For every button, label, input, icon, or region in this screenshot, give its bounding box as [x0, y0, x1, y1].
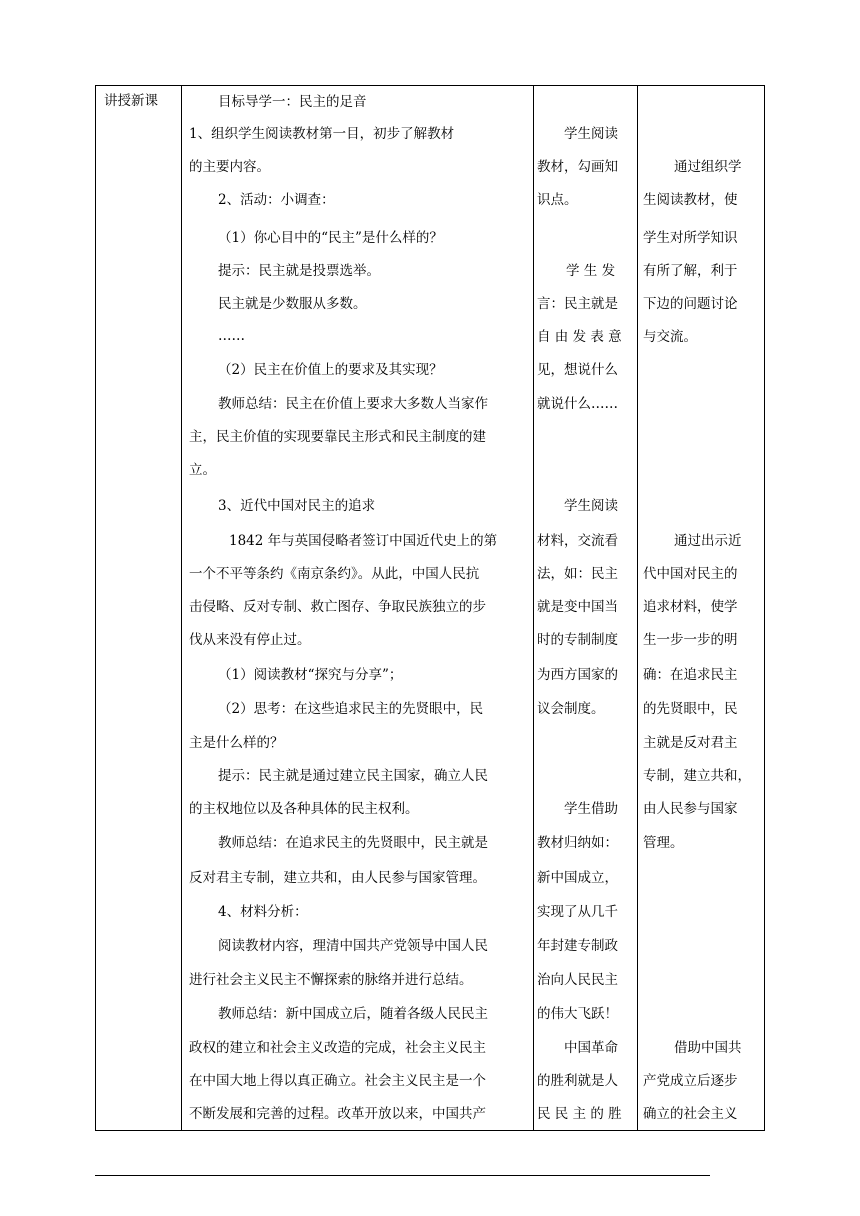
teaching-content-line: （2）民主在价值上的要求及其实现？	[218, 362, 443, 378]
student-activity-line: 学生阅读	[564, 126, 618, 142]
student-activity-line: 的伟大飞跃！	[537, 1006, 618, 1022]
footer-rule	[95, 1175, 710, 1176]
student-activity-line: 时的专制制度	[537, 632, 618, 648]
teaching-content-line: 教师总结：民主在价值上要求大多数人当家作	[218, 396, 488, 412]
teaching-content-line: 的主要内容。	[189, 159, 270, 175]
teaching-content-line: 2、活动：小调查：	[218, 192, 335, 208]
teaching-content-line: 反对君主专制，建立共和，由人民参与国家管理。	[189, 870, 486, 886]
student-activity-line: 学 生 发	[566, 263, 616, 279]
teaching-content-line: 教师总结：新中国成立后，随着各级人民民主	[218, 1006, 488, 1022]
teaching-content-line: 提示：民主就是通过建立民主国家，确立人民	[218, 768, 488, 784]
design-intent-line: 下边的问题讨论	[643, 296, 738, 312]
student-activity-line: 材料，交流看	[537, 533, 618, 549]
teaching-content-line: ……	[218, 328, 245, 344]
teaching-content-line: 的主权地位以及各种具体的民主权利。	[189, 801, 419, 817]
teaching-content-line: 目标导学一：民主的足音	[218, 94, 367, 110]
teaching-content-line: 阅读教材内容，理清中国共产党领导中国人民	[218, 938, 488, 954]
student-activity-line: 教材归纳如：	[537, 835, 618, 851]
column-divider	[637, 86, 638, 1130]
design-intent-line: 由人民参与国家	[643, 801, 738, 817]
lesson-plan-table	[95, 85, 765, 1131]
student-activity-line: 教材，勾画知	[537, 159, 618, 175]
student-activity-line: 的胜利就是人	[537, 1073, 618, 1089]
teaching-content-line: 主，民主价值的实现要靠民主形式和民主制度的建	[189, 429, 486, 445]
design-intent-line: 通过出示近	[674, 533, 742, 549]
teaching-content-line: 主是什么样的？	[189, 735, 284, 751]
teaching-content-line: （1）阅读教材“探究与分享”；	[218, 667, 403, 683]
teaching-content-line: 3、近代中国对民主的追求	[218, 498, 376, 514]
teaching-content-line: 1、组织学生阅读教材第一目，初步了解教材	[189, 126, 455, 142]
student-activity-line: 自 由 发 表 意	[537, 329, 622, 345]
teaching-content-line: （1）你心目中的“民主”是什么样的？	[218, 230, 443, 246]
teaching-content-line: （2）思考：在这些追求民主的先贤眼中，民	[218, 701, 484, 717]
teaching-content-line: 民主就是少数服从多数。	[218, 296, 367, 312]
design-intent-line: 管理。	[643, 835, 684, 851]
student-activity-line: 学生借助	[564, 801, 618, 817]
teaching-content-line: 在中国大地上得以真正确立。社会主义民主是一个	[189, 1073, 486, 1089]
teaching-content-line: 1842 年与英国侵略者签订中国近代史上的第	[229, 533, 498, 549]
teaching-content-line: 不断发展和完善的过程。改革开放以来，中国共产	[189, 1106, 486, 1122]
design-intent-line: 确立的社会主义	[643, 1106, 738, 1122]
student-activity-line: 治向人民民主	[537, 972, 618, 988]
teaching-content-line: 击侵略、反对专制、救亡图存、争取民族独立的步	[189, 599, 486, 615]
teaching-content-line: 进行社会主义民主不懈探索的脉络并进行总结。	[189, 972, 473, 988]
design-intent-line: 确：在追求民主	[643, 667, 738, 683]
student-activity-line: 法，如：民主	[537, 566, 618, 582]
student-activity-line: 实现了从几千	[537, 904, 618, 920]
column-divider	[533, 86, 534, 1130]
student-activity-line: 新中国成立，	[537, 870, 618, 886]
student-activity-line: 就说什么……	[537, 396, 618, 412]
design-intent-line: 借助中国共	[674, 1040, 742, 1056]
teaching-content-line: 一个不平等条约《南京条约》。从此，中国人民抗	[189, 566, 480, 582]
design-intent-line: 通过组织学	[674, 159, 742, 175]
design-intent-line: 追求材料，使学	[643, 599, 738, 615]
teaching-content-line: 伐从来没有停止过。	[189, 632, 311, 648]
student-activity-line: 议会制度。	[537, 701, 605, 717]
teaching-content-line: 4、材料分析：	[218, 904, 308, 920]
student-activity-line: 民 民 主 的 胜	[537, 1106, 622, 1122]
student-activity-line: 言：民主就是	[537, 296, 618, 312]
design-intent-line: 产党成立后逐步	[643, 1073, 738, 1089]
student-activity-line: 学生阅读	[564, 498, 618, 514]
design-intent-line: 学生对所学知识	[643, 230, 738, 246]
student-activity-line: 年封建专制政	[537, 938, 618, 954]
design-intent-line: 的先贤眼中，民	[643, 701, 738, 717]
design-intent-line: 生阅读教材，使	[643, 192, 738, 208]
design-intent-line: 专制，建立共和，	[643, 768, 751, 784]
student-activity-line: 识点。	[537, 192, 578, 208]
teaching-content-line: 教师总结：在追求民主的先贤眼中，民主就是	[218, 835, 488, 851]
student-activity-line: 为西方国家的	[537, 667, 618, 683]
teaching-content-line: 立。	[189, 462, 216, 478]
teaching-content-line: 政权的建立和社会主义改造的完成，社会主义民主	[189, 1040, 486, 1056]
student-activity-line: 见，想说什么	[537, 362, 618, 378]
design-intent-line: 与交流。	[643, 329, 697, 345]
design-intent-line: 有所了解，利于	[643, 263, 738, 279]
section-label: 讲授新课	[104, 93, 158, 109]
design-intent-line: 主就是反对君主	[643, 735, 738, 751]
design-intent-line: 代中国对民主的	[643, 566, 738, 582]
student-activity-line: 就是变中国当	[537, 599, 618, 615]
column-divider	[181, 86, 182, 1130]
student-activity-line: 中国革命	[564, 1040, 618, 1056]
teaching-content-line: 提示：民主就是投票选举。	[218, 263, 380, 279]
design-intent-line: 生一步一步的明	[643, 632, 738, 648]
